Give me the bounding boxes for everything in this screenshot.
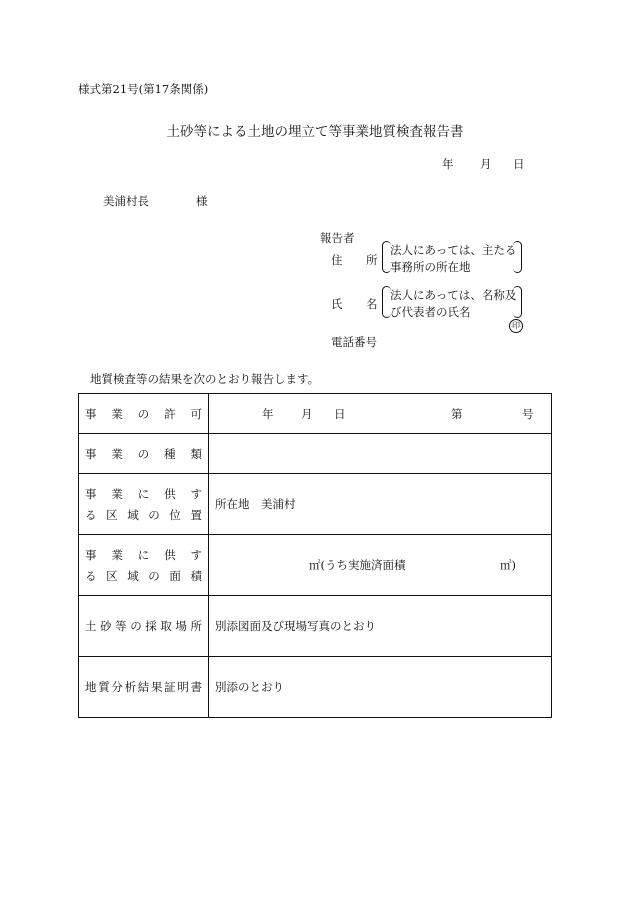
permit-label-char: 事	[85, 406, 97, 421]
certificate-value-cell[interactable]	[209, 657, 552, 718]
table-row	[79, 657, 552, 718]
report-table	[78, 393, 552, 718]
permit-label-char: の	[137, 406, 150, 421]
type-value-cell[interactable]	[209, 434, 552, 474]
permit-year: 年	[262, 406, 274, 421]
address-label-2: 所	[366, 253, 378, 267]
table-row	[79, 596, 552, 657]
source-label-char: 土	[85, 619, 97, 633]
permit-month: 月	[301, 406, 313, 421]
type-label-char: の	[137, 446, 150, 461]
form-number: 様式第21号(第17条関係)	[78, 82, 209, 96]
certificate-value: 別添のとおり	[215, 680, 284, 694]
certificate-label-char: 質	[98, 680, 110, 694]
location-label-char: の	[148, 507, 160, 522]
location-label-char: る	[85, 507, 97, 522]
type-label-char: 類	[190, 446, 202, 461]
source-label-char: 場	[175, 619, 187, 633]
source-label-cell	[79, 596, 209, 657]
table-row	[79, 394, 552, 434]
location-label-char: 置	[190, 507, 202, 522]
area-value-b: ㎡)	[500, 558, 516, 572]
location-label-char: に	[137, 486, 150, 501]
source-value-cell[interactable]	[209, 596, 552, 657]
source-value: 別添図面及び現場写真のとおり	[215, 619, 376, 633]
certificate-label-char: 書	[190, 680, 202, 694]
area-label-char: 積	[190, 568, 202, 583]
type-label-cell	[79, 434, 209, 474]
name-label-2: 名	[366, 297, 378, 311]
area-label-char: 事	[85, 547, 97, 562]
addressee-honorific: 様	[196, 194, 208, 208]
address-right-bracket	[513, 241, 522, 273]
location-value-cell[interactable]	[209, 474, 552, 535]
addressee-name: 美浦村長	[103, 194, 149, 208]
certificate-label-char: 分	[111, 680, 123, 694]
source-label-char: 所	[190, 619, 202, 633]
area-label-char: 区	[106, 568, 118, 583]
date-month-label: 月	[480, 157, 492, 171]
phone-label: 電話番号	[331, 335, 377, 349]
location-label-char: 域	[127, 507, 139, 522]
address-note-line1: 法人にあっては、主たる	[390, 243, 517, 257]
area-value-a: ㎡(うち実施済面積	[309, 558, 406, 572]
table-row	[79, 434, 552, 474]
area-label-char: る	[85, 568, 97, 583]
location-label-char: 業	[111, 486, 123, 501]
name-note-line2: び代表者の氏名	[390, 305, 471, 319]
certificate-label-cell	[79, 657, 209, 718]
source-label-char: 砂	[100, 619, 112, 633]
intro-text: 地質検査等の結果を次のとおり報告します。	[90, 372, 320, 386]
location-label-char: す	[190, 486, 202, 501]
area-label-char: 面	[169, 568, 181, 583]
area-label-char: 業	[111, 547, 123, 562]
permit-day: 日	[334, 406, 346, 421]
permit-value-cell[interactable]	[209, 394, 552, 434]
location-label-char: 事	[85, 486, 97, 501]
permit-label-char: 許	[164, 406, 176, 421]
certificate-label-char: 析	[124, 680, 137, 694]
permit-no-prefix: 第	[451, 406, 463, 421]
location-label-char: 区	[106, 507, 118, 522]
address-label-1: 住	[331, 253, 343, 267]
source-label-char: 等	[115, 619, 127, 633]
area-value-cell[interactable]	[209, 535, 552, 596]
permit-label-char: 可	[190, 406, 202, 421]
source-label-char: の	[130, 619, 142, 633]
certificate-label-char: 果	[150, 680, 163, 694]
area-label-char: に	[137, 547, 150, 562]
table-row	[79, 474, 552, 535]
type-label-char: 種	[164, 446, 176, 461]
permit-label-char: 業	[111, 406, 123, 421]
document-title: 土砂等による土地の埋立て等事業地質検査報告書	[166, 124, 464, 140]
permit-no-suffix: 号	[522, 406, 534, 421]
seal-mark-icon: 印	[509, 319, 523, 333]
permit-label-cell	[79, 394, 209, 434]
certificate-label-char: 明	[177, 680, 189, 694]
name-label-1: 氏	[331, 297, 343, 311]
location-label-cell	[79, 474, 209, 535]
reporter-heading: 報告者	[320, 231, 355, 245]
source-label-char: 採	[145, 619, 157, 633]
area-label-cell	[79, 535, 209, 596]
type-label-char: 業	[111, 446, 123, 461]
certificate-label-char: 地	[85, 680, 97, 694]
location-label-char: 供	[164, 486, 176, 501]
certificate-label-char: 証	[164, 680, 176, 694]
address-note-line2: 事務所の所在地	[390, 260, 471, 274]
source-label-char: 取	[160, 619, 172, 633]
certificate-label-char: 結	[137, 680, 150, 694]
type-label-char: 事	[85, 446, 97, 461]
table-row	[79, 535, 552, 596]
name-right-bracket	[513, 286, 522, 318]
location-value: 所在地 美浦村	[215, 497, 296, 511]
area-label-char: 域	[127, 568, 139, 583]
location-label-char: 位	[169, 507, 181, 522]
area-label-char: 供	[164, 547, 176, 562]
area-label-char: す	[190, 547, 202, 562]
date-year-label: 年	[442, 157, 454, 171]
name-note-line1: 法人にあっては、名称及	[390, 288, 517, 302]
area-label-char: の	[148, 568, 160, 583]
date-day-label: 日	[513, 157, 525, 171]
